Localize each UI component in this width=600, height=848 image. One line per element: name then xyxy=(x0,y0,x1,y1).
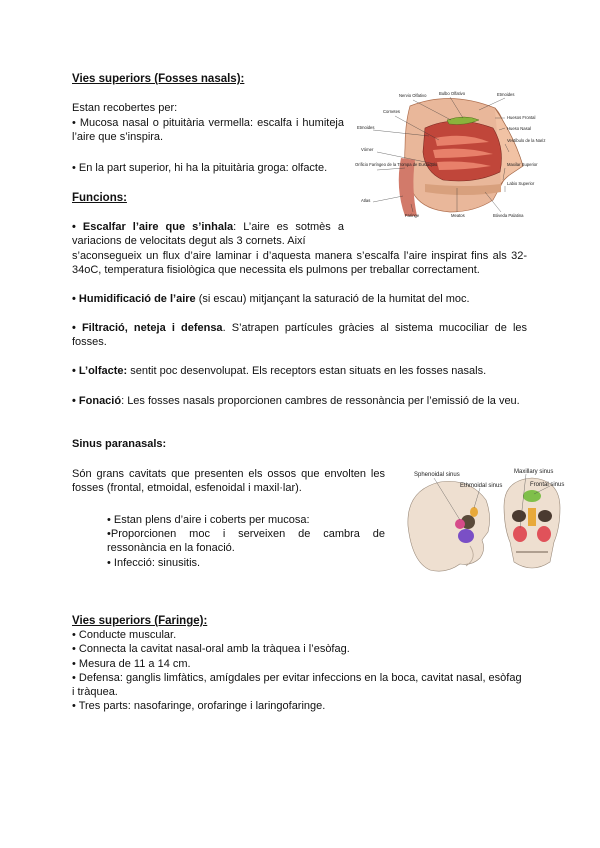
nasal-cavity-illustration xyxy=(355,88,546,220)
function-fonacio-text: : Les fosses nasals proporcionen cambres de ressonància per l’emissió de la veu. xyxy=(121,395,520,407)
function-fonacio-title: • Fonació xyxy=(72,395,122,407)
function-filtracio-title: • Filtració, neteja i defensa xyxy=(72,322,223,334)
label-frontal-sinus: Frontal sinus xyxy=(530,482,565,488)
label-bulbo-olfativo: Bulbo Olfativo xyxy=(439,91,466,96)
label-cornetes: Cornetes xyxy=(383,109,400,114)
function-escalfar-part2 xyxy=(72,249,527,278)
function-escalfar-part1 xyxy=(72,220,344,249)
section-heading-fosses-nasals: Vies superiors (Fosses nasals): xyxy=(72,73,245,85)
sinus-bullet-aire: • Estan plens d’aire i coberts per mucosa: xyxy=(107,514,310,526)
sinus-bullet-infeccio: • Infecció: sinusitis. xyxy=(107,557,201,569)
label-hueso-frontal: Huesos Frontal xyxy=(507,115,536,120)
function-escalfar-text-b: s’aconsegueix un flux d’aire laminar i d’aquesta manera s’escalfa l’aire inspirat fins als 32-34oC, temperatura fisiològica que necessita els pulmons per treballar correctament. xyxy=(72,250,527,277)
label-sphenoidal-sinus: Sphenoidal sinus xyxy=(414,472,460,478)
label-etmoides-left: Etmoides xyxy=(357,125,375,130)
paranasal-sinuses-illustration xyxy=(400,466,572,581)
label-ethmoidal-sinus: Ethmoidal sinus xyxy=(460,483,503,489)
label-meatos: Meatos xyxy=(451,213,465,218)
sinus-description: Són grans cavitats que presenten els ossos que envolten les fosses (frontal, etmoidal, esfenoidal i maxil·lar). xyxy=(72,468,385,495)
label-nervio-olfativo: Nervio Olfativo xyxy=(399,93,427,98)
function-filtracio-text: . S’atrapen partícules gràcies al sistema mucociliar de les fosses. xyxy=(72,322,528,349)
function-olfacte-text: sentit poc desenvolupat. Els receptors estan situats en les fosses nasals. xyxy=(127,365,487,377)
section-heading-funcions: Funcions: xyxy=(72,192,127,204)
faringe-item: • Defensa: ganglis limfàtics, amígdales per evitar infeccions en la boca, cavitat nasal, esòfag i tràquea. xyxy=(72,671,522,699)
label-labio-superior: Labio Superior xyxy=(507,181,535,186)
section-heading-faringe: Vies superiors (Faringe): xyxy=(72,615,208,627)
faringe-item: • Tres parts: nasofaringe, orofaringe i laringofaringe. xyxy=(72,700,326,713)
section-heading-sinus: Sinus paranasals: xyxy=(72,438,167,450)
label-etmoides-top: Etmoides xyxy=(497,92,515,97)
function-escalfar-title: • Escalfar l’aire que s’inhala xyxy=(72,221,234,233)
function-olfacte-title: • L’olfacte: xyxy=(72,365,128,377)
faringe-list xyxy=(72,628,527,714)
function-fonacio xyxy=(72,394,527,408)
faringe-item: • Mesura de 11 a 14 cm. xyxy=(72,657,191,670)
bullet-pituitaria-groga: • En la part superior, hi ha la pituitària groga: olfacte. xyxy=(72,162,328,174)
function-humidificacio xyxy=(72,292,527,306)
faringe-item: • Conducte muscular. xyxy=(72,629,177,641)
label-atlas: Atlas xyxy=(361,198,371,203)
function-filtracio xyxy=(72,321,527,350)
bullet-mucosa: • Mucosa nasal o pituitària vermella: escalfa i humiteja l’aire que s’inspira. xyxy=(72,117,344,144)
faringe-item: • Connecta la cavitat nasal-oral amb la tràquea i l’esòfag. xyxy=(72,643,350,656)
function-olfacte xyxy=(72,364,527,378)
label-maxilar-superior: Maxilar Superior xyxy=(507,162,538,167)
label-vomer: Vómer xyxy=(361,147,374,152)
label-vestibulo-nariz: Vestíbulo de la Nariz xyxy=(507,138,546,143)
label-faringe: Faringe xyxy=(405,213,420,218)
intro-text: Estan recobertes per: xyxy=(72,102,178,114)
label-boveda-palatina: Bóveda Palatina xyxy=(493,213,524,218)
label-maxillary-sinus: Maxillary sinus xyxy=(514,469,554,475)
function-humidificacio-title: • Humidificació de l’aire xyxy=(72,293,196,305)
label-orificio-faringeo: Orificio Faríngeo de la Trompa de Eustaquio xyxy=(355,162,438,167)
label-hueso-nasal: Hueso Nasal xyxy=(507,126,531,131)
function-escalfar-text-a: : L’aire es sotmès a variacions de velocitats degut als 3 cornets. Així xyxy=(72,221,344,248)
function-humidificacio-text: (si escau) mitjançant la saturació de la humitat del moc. xyxy=(195,293,470,305)
sinus-bullet-moc: •Proporcionen moc i serveixen de cambra de ressonància en la fonació. xyxy=(107,528,385,555)
